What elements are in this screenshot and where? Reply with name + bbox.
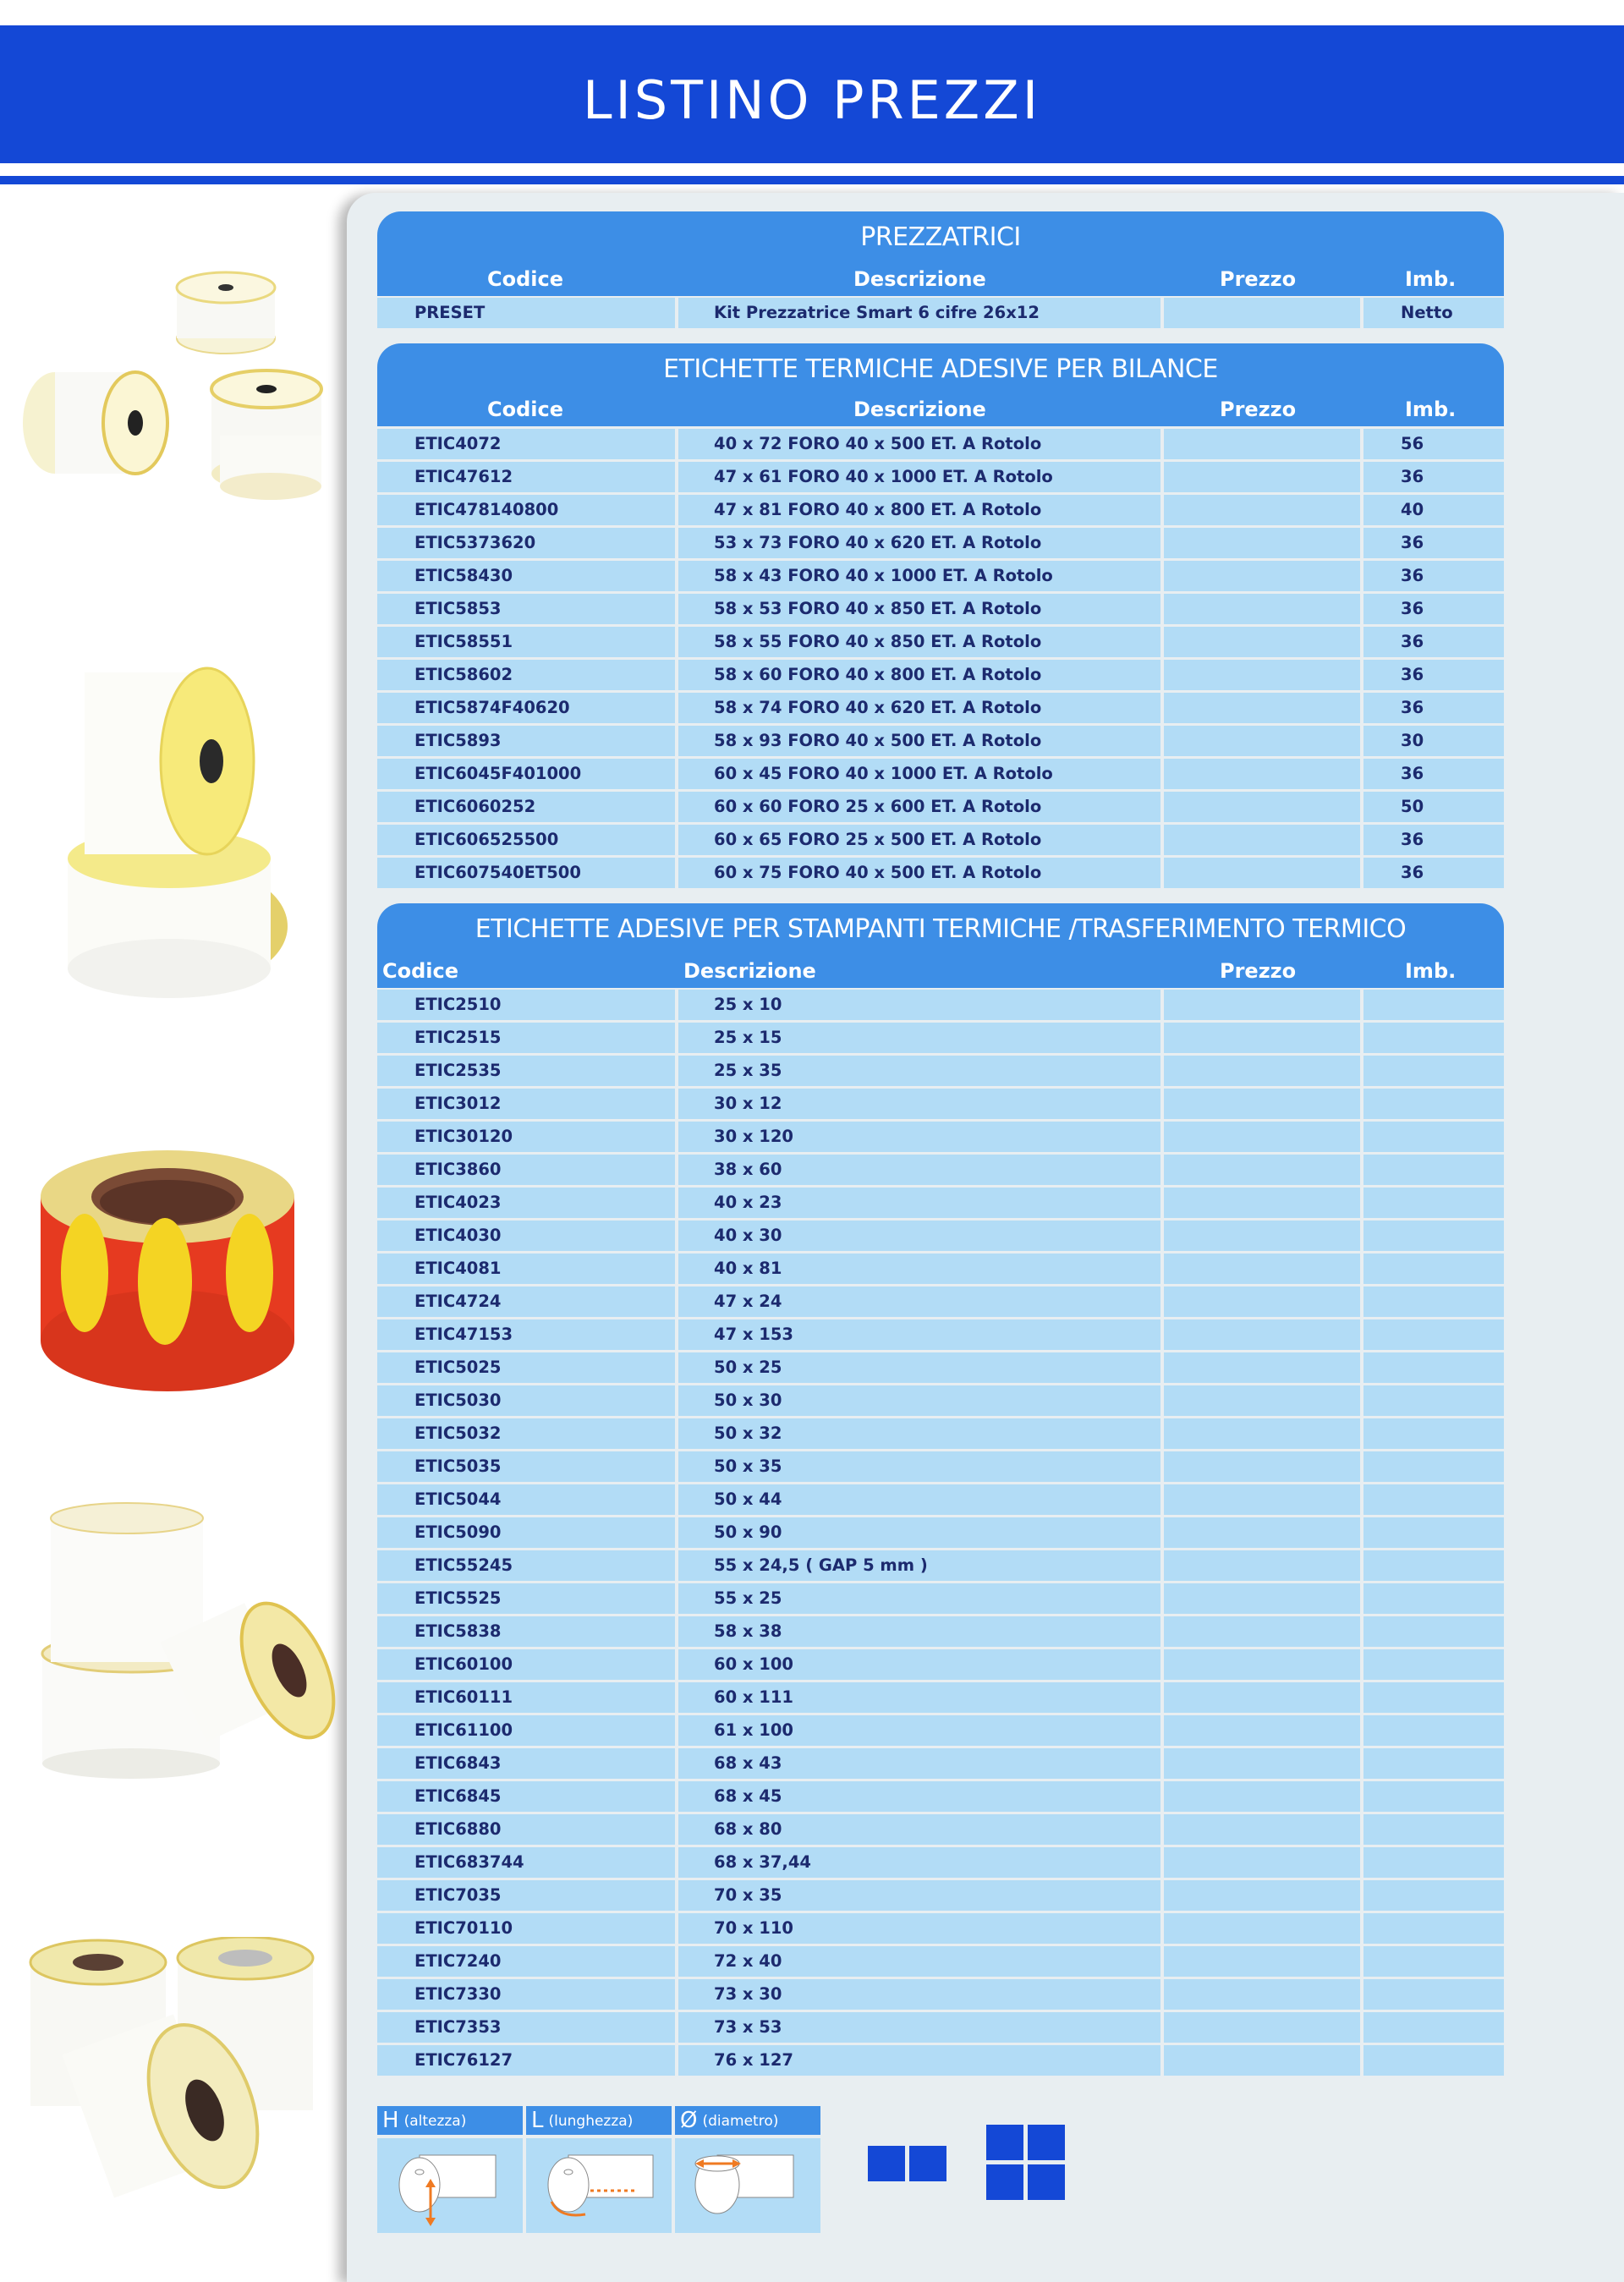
cell-descrizione: 55 x 24,5 ( GAP 5 mm ) [678,1550,1160,1581]
cell-descrizione: 25 x 15 [678,1023,1160,1053]
cell-imb: 50 [1363,792,1504,822]
page-title: LISTINO PREZZI [582,69,1042,131]
cell-imb [1363,2012,1504,2043]
cell-imb: 56 [1363,429,1504,459]
table-row [377,594,1504,627]
cell-codice: ETIC58430 [377,561,675,591]
cell-prezzo [1164,1023,1360,1053]
cell-imb [1363,1253,1504,1284]
cell-prezzo [1164,1517,1360,1548]
cell-imb [1363,1880,1504,1911]
cell-imb: 36 [1363,693,1504,723]
cell-descrizione: 55 x 25 [678,1583,1160,1614]
cell-imb [1363,1913,1504,1944]
cell-prezzo [1164,298,1360,328]
cell-prezzo [1164,594,1360,624]
cell-descrizione: 25 x 10 [678,990,1160,1020]
roll-length-icon [526,2138,672,2233]
cell-descrizione: 30 x 120 [678,1122,1160,1152]
cell-prezzo [1164,1352,1360,1383]
cell-codice: ETIC4724 [377,1286,675,1317]
deco-square [1028,2164,1065,2200]
cell-codice: ETIC607540ET500 [377,858,675,888]
cell-prezzo [1164,1253,1360,1284]
cell-descrizione: 72 x 40 [678,1946,1160,1977]
cell-prezzo [1164,990,1360,1020]
cell-imb: 36 [1363,858,1504,888]
cell-codice: ETIC478140800 [377,495,675,525]
table-row [377,1517,1504,1550]
table-row [377,726,1504,759]
cell-imb [1363,1122,1504,1152]
cell-imb [1363,1517,1504,1548]
table-row [377,792,1504,825]
cell-imb: 36 [1363,825,1504,855]
photo-white-label-rolls [25,1501,338,1780]
cell-imb: 36 [1363,528,1504,558]
col-prezzo: Prezzo [1220,398,1297,421]
cell-codice: ETIC5838 [377,1616,675,1647]
cell-codice: ETIC5032 [377,1418,675,1449]
cell-imb [1363,1286,1504,1317]
cell-imb [1363,1979,1504,2010]
col-codice: Codice [382,959,459,983]
section-title-bilance: ETICHETTE TERMICHE ADESIVE PER BILANCE [377,343,1504,396]
cell-codice: ETIC5893 [377,726,675,756]
col-codice: Codice [487,398,564,421]
cell-imb [1363,1385,1504,1416]
cell-imb [1363,1221,1504,1251]
cell-descrizione: 40 x 81 [678,1253,1160,1284]
cell-imb: 40 [1363,495,1504,525]
column-headers [377,392,1504,426]
cell-codice: ETIC5853 [377,594,675,624]
cell-descrizione: 58 x 55 FORO 40 x 850 ET. A Rotolo [678,627,1160,657]
cell-codice: ETIC6045F401000 [377,759,675,789]
table-row [377,1385,1504,1418]
cell-descrizione: 50 x 30 [678,1385,1160,1416]
cell-prezzo [1164,1188,1360,1218]
cell-codice: ETIC5090 [377,1517,675,1548]
cell-prezzo [1164,528,1360,558]
col-imb: Imb. [1405,959,1457,983]
cell-codice: ETIC5044 [377,1484,675,1515]
photo-label-roll-yellow [51,651,313,1007]
cell-codice: ETIC7240 [377,1946,675,1977]
col-imb: Imb. [1405,267,1457,291]
column-headers [377,954,1504,988]
legend-length [526,2106,672,2233]
cell-imb [1363,1583,1504,1614]
cell-prezzo [1164,1946,1360,1977]
cell-descrizione: 60 x 100 [678,1649,1160,1680]
cell-codice: ETIC58551 [377,627,675,657]
cell-prezzo [1164,1484,1360,1515]
cell-codice: ETIC3860 [377,1155,675,1185]
cell-codice: ETIC2535 [377,1056,675,1086]
table-row [377,561,1504,594]
cell-prezzo [1164,693,1360,723]
table-row [377,1649,1504,1682]
cell-imb [1363,1616,1504,1647]
cell-codice: ETIC4072 [377,429,675,459]
table-row [377,429,1504,462]
photo-label-rolls-group [25,1937,321,2208]
cell-descrizione: 73 x 30 [678,1979,1160,2010]
cell-imb: 30 [1363,726,1504,756]
cell-descrizione: 61 x 100 [678,1715,1160,1746]
cell-prezzo [1164,1451,1360,1482]
cell-prezzo [1164,1880,1360,1911]
table-row [377,660,1504,693]
table-row [377,1913,1504,1946]
cell-descrizione: 60 x 75 FORO 40 x 500 ET. A Rotolo [678,858,1160,888]
photo-offerta-speciale-roll [34,1146,304,1400]
cell-prezzo [1164,627,1360,657]
cell-imb [1363,1451,1504,1482]
deco-square [1028,2125,1065,2160]
table-row [377,1946,1504,1979]
cell-descrizione: 68 x 45 [678,1781,1160,1812]
cell-prezzo [1164,726,1360,756]
cell-prezzo [1164,660,1360,690]
cell-descrizione: 50 x 25 [678,1352,1160,1383]
table-row [377,1583,1504,1616]
cell-imb [1363,1352,1504,1383]
col-codice: Codice [487,267,564,291]
cell-prezzo [1164,1847,1360,1878]
cell-prezzo [1164,1122,1360,1152]
cell-imb [1363,1155,1504,1185]
table-row [377,759,1504,792]
deco-square [868,2146,905,2181]
cell-imb [1363,1188,1504,1218]
cell-descrizione: 30 x 12 [678,1089,1160,1119]
cell-prezzo [1164,2045,1360,2076]
cell-prezzo [1164,1286,1360,1317]
cell-prezzo [1164,1221,1360,1251]
table-row [377,858,1504,891]
table-row [377,495,1504,528]
table-row [377,1616,1504,1649]
cell-prezzo [1164,1056,1360,1086]
cell-imb [1363,1056,1504,1086]
table-row [377,1451,1504,1484]
cell-prezzo [1164,462,1360,492]
cell-codice: ETIC60100 [377,1649,675,1680]
table-row [377,2045,1504,2078]
cell-codice: ETIC61100 [377,1715,675,1746]
cell-descrizione: 50 x 44 [678,1484,1160,1515]
cell-imb: 36 [1363,627,1504,657]
cell-descrizione: 40 x 72 FORO 40 x 500 ET. A Rotolo [678,429,1160,459]
table-row [377,1979,1504,2012]
table-stampanti [377,990,1504,2078]
legend-height [377,2106,523,2233]
cell-descrizione: 58 x 60 FORO 40 x 800 ET. A Rotolo [678,660,1160,690]
cell-descrizione: 76 x 127 [678,2045,1160,2076]
cell-prezzo [1164,495,1360,525]
cell-prezzo [1164,1418,1360,1449]
cell-descrizione: 73 x 53 [678,2012,1160,2043]
cell-descrizione: 50 x 32 [678,1418,1160,1449]
deco-square [986,2125,1023,2160]
cell-codice: ETIC47612 [377,462,675,492]
table-bilance [377,429,1504,891]
cell-descrizione: 70 x 110 [678,1913,1160,1944]
cell-imb: Netto [1363,298,1504,328]
cell-imb [1363,1814,1504,1845]
cell-codice: ETIC58602 [377,660,675,690]
table-row [377,1221,1504,1253]
cell-descrizione: 25 x 35 [678,1056,1160,1086]
col-descrizione: Descrizione [853,267,986,291]
cell-prezzo [1164,792,1360,822]
table-row [377,693,1504,726]
cell-codice: ETIC70110 [377,1913,675,1944]
cell-codice: ETIC30120 [377,1122,675,1152]
cell-codice: ETIC7353 [377,2012,675,2043]
cell-prezzo [1164,1616,1360,1647]
cell-descrizione: Kit Prezzatrice Smart 6 cifre 26x12 [678,298,1160,328]
cell-imb [1363,1023,1504,1053]
cell-prezzo [1164,1682,1360,1713]
cell-descrizione: 47 x 153 [678,1319,1160,1350]
column-headers [377,262,1504,296]
page-header [0,25,1624,163]
cell-imb [1363,1418,1504,1449]
cell-codice: ETIC6880 [377,1814,675,1845]
table-row [377,2012,1504,2045]
cell-descrizione: 58 x 38 [678,1616,1160,1647]
cell-codice: ETIC2510 [377,990,675,1020]
cell-descrizione: 68 x 80 [678,1814,1160,1845]
cell-imb: 36 [1363,462,1504,492]
cell-prezzo [1164,1814,1360,1845]
table-row [377,462,1504,495]
table-row [377,1682,1504,1715]
cell-imb [1363,2045,1504,2076]
cell-codice: ETIC5874F40620 [377,693,675,723]
table-prezzatrici [377,298,1504,331]
deco-square [909,2146,946,2181]
table-row [377,1155,1504,1188]
table-row [377,627,1504,660]
cell-descrizione: 47 x 61 FORO 40 x 1000 ET. A Rotolo [678,462,1160,492]
cell-imb [1363,1715,1504,1746]
cell-descrizione: 50 x 35 [678,1451,1160,1482]
legend-label: (lunghezza) [548,2113,634,2130]
cell-codice: ETIC5525 [377,1583,675,1614]
table-row [377,1056,1504,1089]
cell-imb: 36 [1363,561,1504,591]
cell-codice: ETIC606525500 [377,825,675,855]
section-title-stampanti: ETICHETTE ADESIVE PER STAMPANTI TERMICHE /TRASFERIMENTO TERMICO [377,903,1504,956]
table-row [377,528,1504,561]
cell-imb [1363,1847,1504,1878]
cell-descrizione: 47 x 24 [678,1286,1160,1317]
cell-prezzo [1164,561,1360,591]
cell-prezzo [1164,1155,1360,1185]
table-row [377,1847,1504,1880]
cell-imb [1363,1946,1504,1977]
cell-codice: ETIC76127 [377,2045,675,2076]
deco-square [986,2164,1023,2200]
cell-descrizione: 50 x 90 [678,1517,1160,1548]
cell-descrizione: 68 x 43 [678,1748,1160,1779]
table-row [377,825,1504,858]
cell-codice: ETIC6060252 [377,792,675,822]
table-row [377,1880,1504,1913]
cell-descrizione: 40 x 30 [678,1221,1160,1251]
cell-prezzo [1164,1583,1360,1614]
cell-prezzo [1164,2012,1360,2043]
table-row [377,1781,1504,1814]
cell-descrizione: 60 x 65 FORO 25 x 500 ET. A Rotolo [678,825,1160,855]
table-row [377,1550,1504,1583]
cell-codice: ETIC4081 [377,1253,675,1284]
col-imb: Imb. [1405,398,1457,421]
col-descrizione: Descrizione [683,959,816,983]
cell-descrizione: 58 x 93 FORO 40 x 500 ET. A Rotolo [678,726,1160,756]
table-row [377,1089,1504,1122]
photo-label-rolls-stack [8,271,330,516]
cell-imb [1363,1781,1504,1812]
cell-codice: ETIC7035 [377,1880,675,1911]
cell-codice: ETIC3012 [377,1089,675,1119]
cell-imb [1363,1550,1504,1581]
cell-imb [1363,1089,1504,1119]
cell-prezzo [1164,825,1360,855]
cell-descrizione: 60 x 111 [678,1682,1160,1713]
cell-imb [1363,1319,1504,1350]
cell-descrizione: 60 x 45 FORO 40 x 1000 ET. A Rotolo [678,759,1160,789]
cell-prezzo [1164,1748,1360,1779]
cell-prezzo [1164,1319,1360,1350]
table-row [377,1319,1504,1352]
cell-descrizione: 58 x 53 FORO 40 x 850 ET. A Rotolo [678,594,1160,624]
cell-prezzo [1164,1649,1360,1680]
table-row [377,1814,1504,1847]
cell-codice: ETIC55245 [377,1550,675,1581]
table-row [377,990,1504,1023]
col-prezzo: Prezzo [1220,959,1297,983]
cell-prezzo [1164,1781,1360,1812]
cell-prezzo [1164,858,1360,888]
cell-descrizione: 53 x 73 FORO 40 x 620 ET. A Rotolo [678,528,1160,558]
cell-prezzo [1164,1913,1360,1944]
cell-codice: ETIC5035 [377,1451,675,1482]
col-prezzo: Prezzo [1220,267,1297,291]
cell-imb [1363,1649,1504,1680]
cell-codice: ETIC683744 [377,1847,675,1878]
roll-height-icon [377,2138,523,2233]
table-row [377,1715,1504,1748]
legend-label: (diametro) [702,2113,779,2130]
table-row [377,1418,1504,1451]
cell-prezzo [1164,1385,1360,1416]
cell-codice: PRESET [377,298,675,328]
cell-descrizione: 47 x 81 FORO 40 x 800 ET. A Rotolo [678,495,1160,525]
section-title-prezzatrici: PREZZATRICI [377,211,1504,264]
table-row [377,1748,1504,1781]
cell-imb [1363,1748,1504,1779]
table-row [377,1484,1504,1517]
cell-codice: ETIC5030 [377,1385,675,1416]
cell-descrizione: 70 x 35 [678,1880,1160,1911]
roll-diameter-icon [675,2138,820,2233]
cell-imb: 36 [1363,660,1504,690]
cell-codice: ETIC60111 [377,1682,675,1713]
legend-symbol: L [531,2108,544,2133]
cell-codice: ETIC7330 [377,1979,675,2010]
cell-codice: ETIC4030 [377,1221,675,1251]
cell-prezzo [1164,1715,1360,1746]
cell-codice: ETIC4023 [377,1188,675,1218]
cell-codice: ETIC6845 [377,1781,675,1812]
table-row [377,1253,1504,1286]
cell-prezzo [1164,1550,1360,1581]
col-descrizione: Descrizione [853,398,986,421]
cell-codice: ETIC5025 [377,1352,675,1383]
cell-imb: 36 [1363,759,1504,789]
cell-imb [1363,1682,1504,1713]
table-row [377,1023,1504,1056]
cell-descrizione: 58 x 43 FORO 40 x 1000 ET. A Rotolo [678,561,1160,591]
legend-symbol: Ø [680,2108,698,2133]
cell-prezzo [1164,429,1360,459]
cell-prezzo [1164,759,1360,789]
table-row [377,298,1504,331]
cell-descrizione: 40 x 23 [678,1188,1160,1218]
cell-imb: 36 [1363,594,1504,624]
legend-label: (altezza) [403,2113,467,2130]
table-row [377,1352,1504,1385]
cell-prezzo [1164,1089,1360,1119]
table-row [377,1188,1504,1221]
cell-descrizione: 58 x 74 FORO 40 x 620 ET. A Rotolo [678,693,1160,723]
cell-imb [1363,990,1504,1020]
table-row [377,1122,1504,1155]
cell-codice: ETIC5373620 [377,528,675,558]
cell-descrizione: 68 x 37,44 [678,1847,1160,1878]
legend-symbol: H [382,2108,399,2133]
cell-imb [1363,1484,1504,1515]
cell-descrizione: 38 x 60 [678,1155,1160,1185]
cell-codice: ETIC47153 [377,1319,675,1350]
legend-diameter [675,2106,820,2233]
header-divider [0,176,1624,184]
cell-codice: ETIC6843 [377,1748,675,1779]
cell-codice: ETIC2515 [377,1023,675,1053]
cell-prezzo [1164,1979,1360,2010]
table-row [377,1286,1504,1319]
cell-descrizione: 60 x 60 FORO 25 x 600 ET. A Rotolo [678,792,1160,822]
